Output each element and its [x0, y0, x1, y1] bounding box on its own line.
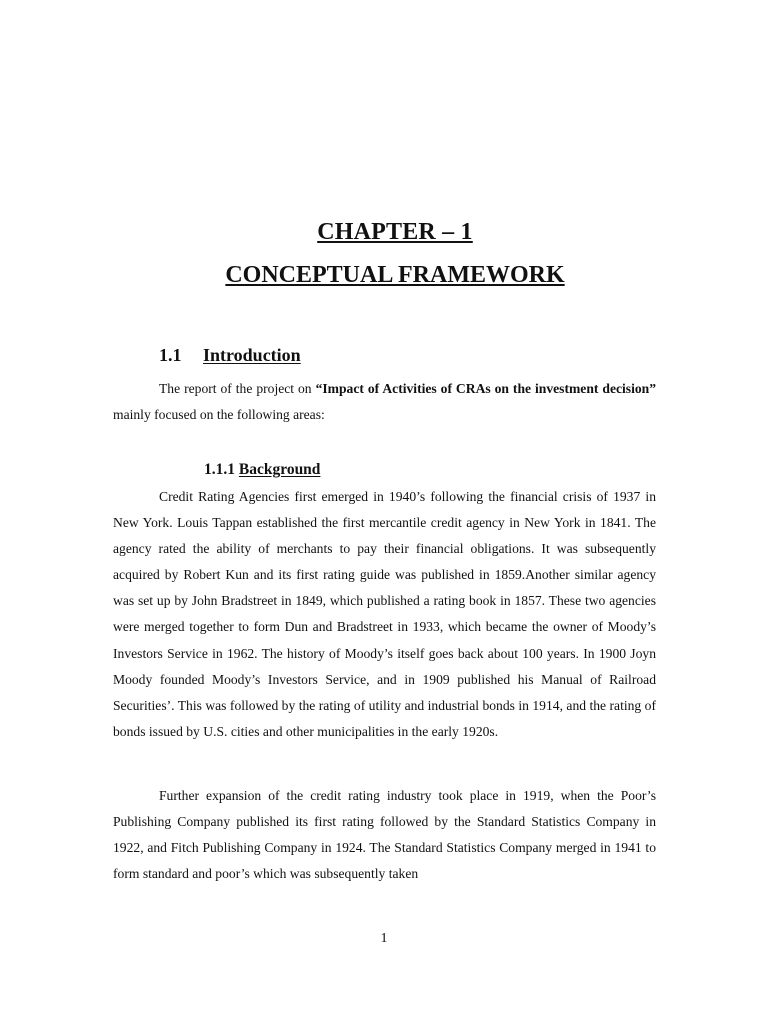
intro-tail: mainly focused on the following areas:: [113, 407, 325, 423]
section-number: 1.1: [159, 345, 182, 365]
chapter-title: CHAPTER – 1: [317, 219, 473, 245]
background-paragraph-1-text: Credit Rating Agencies first emerged in 1940’s following the financial crisis of 1937 in New York. Louis Tappan established the first mercantile credit agency in New York in 1841. The agency rated the ability of merchants to pay their financial obligations. It was subsequently acquired by Robert Kun and its first rating guide was published in 1859.Another similar agency was set up by John Bradstreet in 1849, which published a rating book in 1857. These two agencies were merged together to form Dun and Bradstreet in 1933, which became the owner of Moody’s Investors Service in 1962. The history of Moody’s itself goes back about 100 years. In 1900 Joyn Moody founded Moody’s Investors Service, and in 1909 published his Manual of Railroad Securities’. This was followed by the rating of utility and industrial bonds in 1914, and the rating of bonds issued by U.S. cities and other municipalities in the early 1920s.: [113, 489, 656, 739]
background-paragraph-1: [113, 484, 656, 745]
intro-paragraph: [113, 376, 656, 428]
intro-lead: The report of the project on: [159, 381, 316, 396]
intro-bold: “Impact of Activities of CRAs on the investment decision”: [315, 381, 657, 396]
section-heading: [159, 345, 301, 366]
background-paragraph-2-text: Further expansion of the credit rating industry took place in 1919, when the Poor’s Publishing Company published its first rating followed by the Standard Statistics Company in 1922, and Fitch Publishing Company in 1924. The Standard Statistics Company merged in 1941 to form standard and poor’s which was subsequently taken: [113, 788, 656, 882]
subsection-number: 1.1.1: [204, 461, 239, 478]
subsection-title: Background: [238, 461, 321, 478]
chapter-subtitle: CONCEPTUAL FRAMEWORK: [225, 262, 565, 288]
subsection-heading: [204, 461, 320, 479]
section-title: Introduction: [203, 345, 301, 365]
background-paragraph-2: [113, 783, 656, 887]
page-number: 1: [380, 931, 388, 946]
